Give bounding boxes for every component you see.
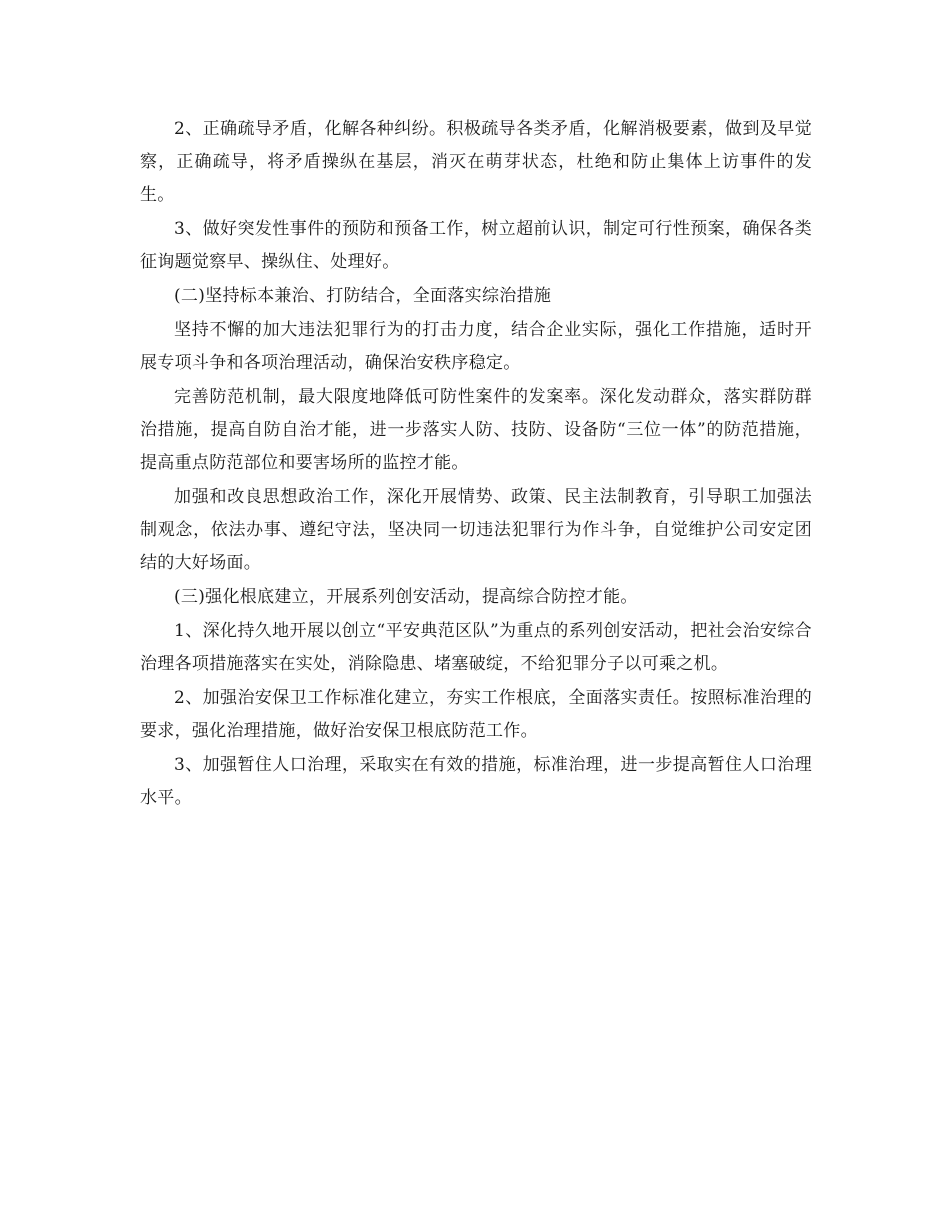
- section-heading-3: (三)强化根底建立，开展系列创安活动，提高综合防控才能。: [174, 587, 638, 607]
- paragraph-8: 3、加强暂住人口治理，采取实在有效的措施，标准治理，进一步提高暂住人口治理水平。: [140, 755, 812, 808]
- paragraph-1: 2、正确疏导矛盾，化解各种纠纷。积极疏导各类矛盾，化解消极要素，做到及早觉察，正确疏导，将矛盾操纵在基层，消灭在萌芽状态，杜绝和防止集体上访事件的发生。: [140, 119, 812, 205]
- paragraph-7: 2、加强治安保卫工作标准化建立，夯实工作根底，全面落实责任。按照标准治理的要求，强化治理措施，做好治安保卫根底防范工作。: [140, 688, 812, 741]
- document-body: [140, 113, 812, 815]
- section-heading-2: (二)坚持标本兼治、打防结合，全面落实综治措施: [174, 286, 552, 306]
- paragraph-2: 3、做好突发性事件的预防和预备工作，树立超前认识，制定可行性预案，确保各类征询题觉察早、操纵住、处理好。: [140, 219, 812, 272]
- paragraph-4: 完善防范机制，最大限度地降低可防性案件的发案率。深化发动群众，落实群防群治措施，提高自防自治才能，进一步落实人防、技防、设备防“三位一体”的防范措施，提高重点防范部位和要害场所的监控才能。: [140, 387, 812, 473]
- paragraph-3: 坚持不懈的加大违法犯罪行为的打击力度，结合企业实际，强化工作措施，适时开展专项斗争和各项治理活动，确保治安秩序稳定。: [140, 320, 812, 373]
- paragraph-5: 加强和改良思想政治工作，深化开展情势、政策、民主法制教育，引导职工加强法制观念，依法办事、遵纪守法，坚决同一切违法犯罪行为作斗争，自觉维护公司安定团结的大好场面。: [140, 487, 812, 573]
- paragraph-6: 1、深化持久地开展以创立“平安典范区队”为重点的系列创安活动，把社会治安综合治理各项措施落实在实处，消除隐患、堵塞破绽，不给犯罪分子以可乘之机。: [140, 621, 812, 674]
